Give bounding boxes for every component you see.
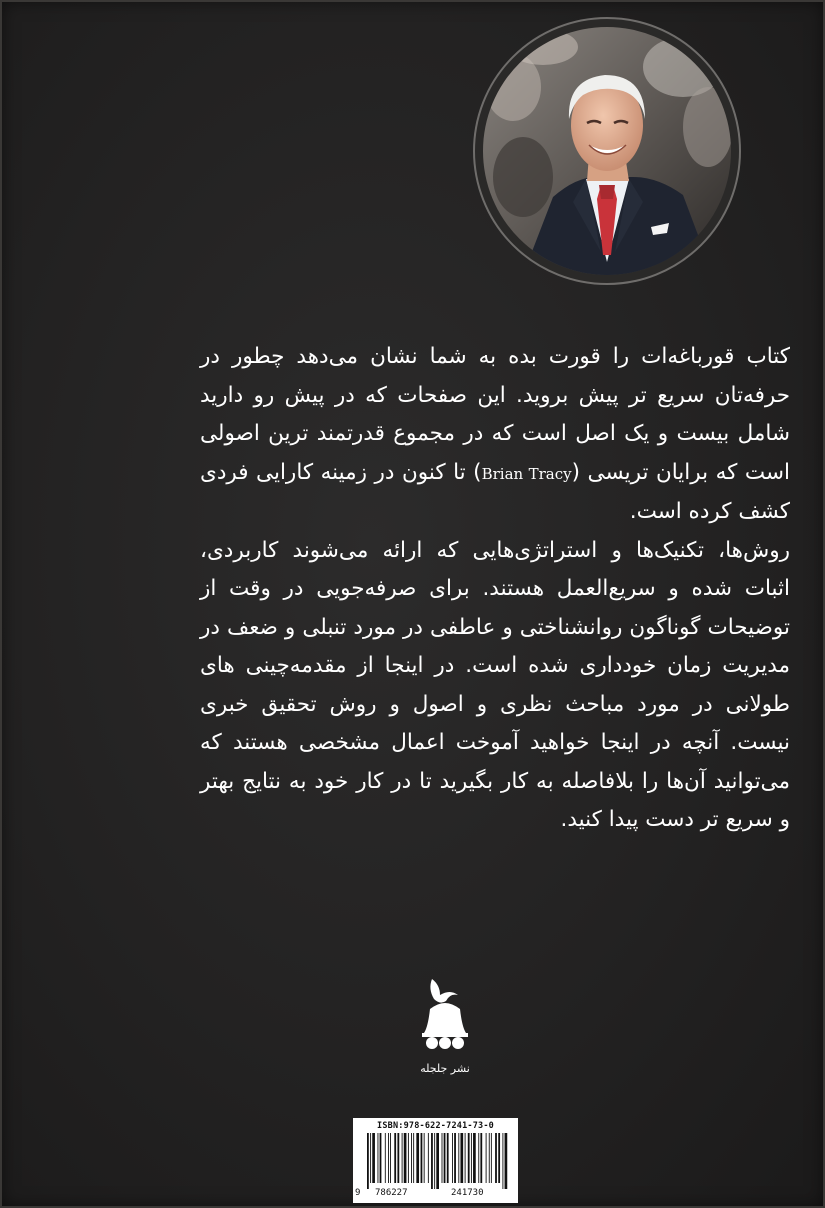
blurb-paragraph-1 (200, 338, 790, 532)
barcode-bar (447, 1133, 449, 1183)
author-latin-name: Brian Tracy (481, 464, 572, 483)
barcode-bar (434, 1133, 435, 1189)
barcode-bar (421, 1133, 423, 1183)
barcode-bar (505, 1133, 508, 1189)
barcode-bar (498, 1133, 500, 1183)
blurb-paragraph-2: روش‌ها، تکنیک‌ها و استراتژی‌هایی که ارائه می‌شوند کاربردی، اثبات شده و سریع‌العمل هستند. برای صرفه‌جویی در وقت از توضیحات گوناگون روانشناختی و عاطفی در مورد تنبلی و ضعف در مدیریت زمان خودداری شده است. در اینجا از مقدمه‌چینی های طولانی در مورد مباحث نظری و اصول و روش تحقیق خبری نیست. آنچه در اینجا خواهید آموخت اعمال مشخصی هستند که می‌توانید آن‌ها را بلافاصله به کار بگیرید تا در کار خود به نتایج بهتر و سریع تر دست پیدا کنید. (200, 537, 790, 832)
barcode-bar (431, 1133, 433, 1189)
barcode-bar (473, 1133, 476, 1183)
barcode-bars (361, 1133, 511, 1189)
barcode-bar (408, 1133, 409, 1183)
barcode-bar (413, 1133, 414, 1183)
barcode-bar (468, 1133, 470, 1183)
barcode-bar (480, 1133, 482, 1183)
barcode-bar (442, 1133, 443, 1183)
barcode-bar (428, 1133, 429, 1183)
barcode-bar (471, 1133, 472, 1183)
barcode-digits-right: 241730 (451, 1188, 484, 1198)
barcode-bar (491, 1133, 492, 1183)
barcode-bar (454, 1133, 456, 1183)
blurb-paragraph-1-start: کتاب قورباغه‌ات را قورت بده به شما نشان می‌دهد چطور در حرفه‌تان سریع تر پیش بروید. این صفحات که در پیش رو دارید شامل بیست و یک اصل است که در مجموع قدرتمند ترین اصولی است که برایان تریسی ( (200, 344, 791, 485)
barcode-bar (404, 1133, 407, 1183)
barcode-bar (385, 1133, 386, 1183)
barcode-bar (486, 1133, 487, 1183)
barcode-bar (416, 1133, 419, 1183)
barcode-lead-digit: 9 (355, 1188, 361, 1198)
barcode-digits-left: 786227 (375, 1188, 408, 1198)
publisher-name: نشر جلجله (420, 1062, 470, 1075)
barcode-bar (370, 1133, 371, 1183)
barcode-bar (460, 1133, 463, 1183)
barcode-bar (436, 1133, 439, 1189)
barcode-bar (388, 1133, 389, 1183)
barcode-bar (465, 1133, 466, 1183)
back-cover-blurb (200, 338, 790, 840)
barcode-bar (390, 1133, 391, 1183)
author-photo (483, 27, 731, 275)
barcode-bar (394, 1133, 396, 1183)
barcode-bar (452, 1133, 453, 1183)
barcode-bar (478, 1133, 479, 1183)
barcode-bar (397, 1133, 399, 1183)
barcode-bar (402, 1133, 403, 1183)
isbn-barcode (353, 1118, 518, 1203)
barcode-bar (444, 1133, 446, 1183)
blurb-paragraph-1-end: ) تا کنون در زمینه کارایی فردی کشف کرده است. (200, 459, 790, 524)
isbn-label: ISBN:978-622-7241-73-0 (377, 1121, 494, 1131)
barcode-bar (495, 1133, 497, 1183)
barcode-bar (489, 1133, 490, 1183)
barcode-bar (411, 1133, 412, 1183)
barcode-bar (502, 1133, 503, 1189)
barcode-bar (458, 1133, 459, 1183)
barcode-bar (378, 1133, 379, 1183)
publisher-logo-icon (410, 975, 480, 1055)
barcode-bar (424, 1133, 425, 1183)
barcode-bar (380, 1133, 382, 1183)
barcode-bar (367, 1133, 369, 1189)
barcode-bar (372, 1133, 375, 1183)
